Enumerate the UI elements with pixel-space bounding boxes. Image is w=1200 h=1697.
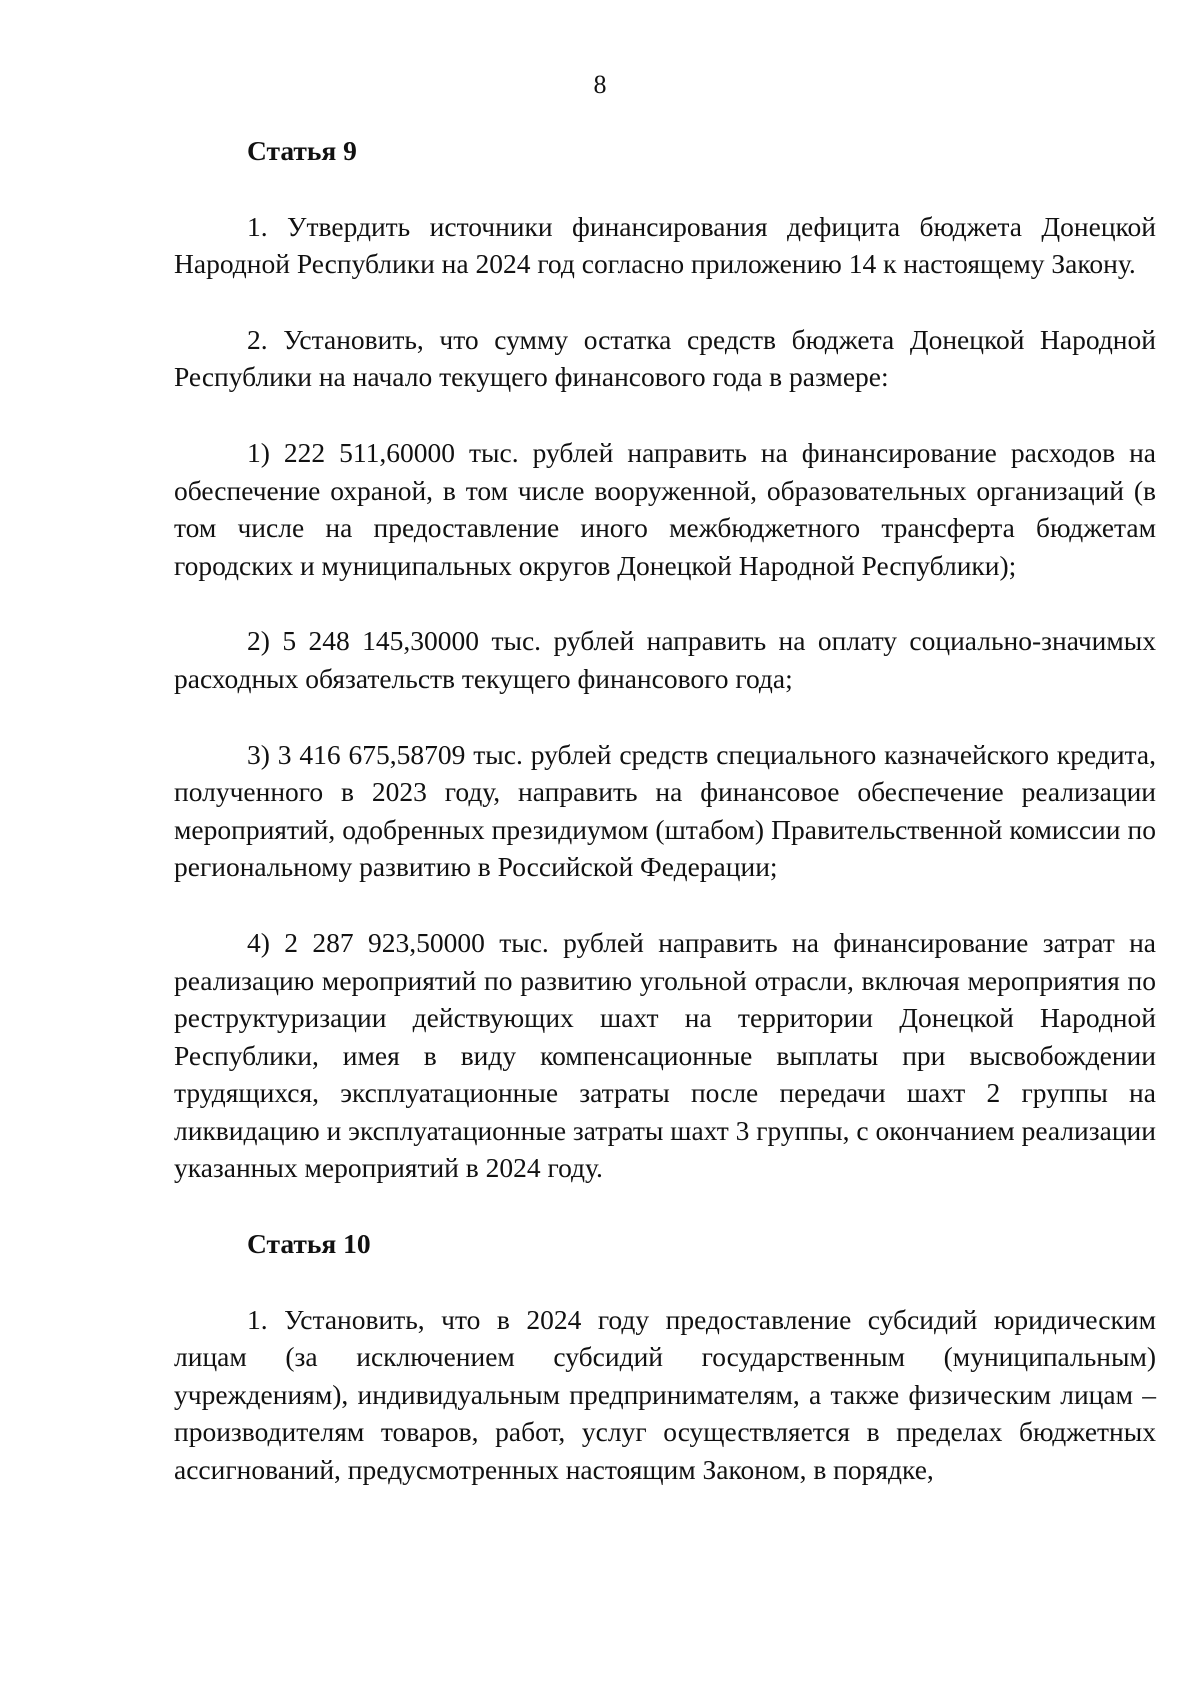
- article-9-paragraph-1: 1. Утвердить источники финансирования дефицита бюджета Донецкой Народной Республики на 2024 год согласно приложению 14 к настоящему Закону.: [174, 210, 1156, 280]
- article-9-item-2: 2) 5 248 145,30000 тыс. рублей направить на оплату социально-значимых расходных обязательств текущего финансового года;: [174, 625, 1156, 694]
- article-9-item-3: 3) 3 416 675,58709 тыс. рублей средств специального казначейского кредита, полученного в 2023 году, направить на финансовое обеспечение реализации мероприятий, одобренных президиумом (штабом) Правительственной комиссии по региональному развитию в Российской Федерации;: [174, 738, 1156, 883]
- article-9-item-1: 1) 222 511,60000 тыс. рублей направить на финансирование расходов на обеспечение охраной, в том числе вооруженной, образовательных организаций (в том числе на предоставление иного межбюджетного трансферта бюджетам городских и муниципальных округов Донецкой Народной Республики);: [174, 436, 1156, 581]
- article-9-paragraph-2: 2. Установить, что сумму остатка средств бюджета Донецкой Народной Республики на начало текущего финансового года в размере:: [174, 323, 1156, 393]
- document-body: [174, 120, 1156, 1489]
- article-10-paragraph-1: 1. Установить, что в 2024 году предоставление субсидий юридическим лицам (за исключением субсидий государственным (муниципальным) учреждениям), индивидуальным предпринимателям, а также физическим лицам – производителям товаров, работ, услуг осуществляется в пределах бюджетных ассигнований, предусмотренных настоящим Законом, в порядке,: [174, 1303, 1156, 1486]
- article-9-item-4: 4) 2 287 923,50000 тыс. рублей направить на финансирование затрат на реализацию мероприятий по развитию угольной отрасли, включая мероприятия по реструктуризации действующих шахт на территории Донецкой Народной Республики, имея в виду компенсационные выплаты при высвобождении трудящихся, эксплуатационные затраты после передачи шахт 2 группы на ликвидацию и эксплуатационные затраты шахт 3 группы, с окончанием реализации указанных мероприятий в 2024 году.: [174, 926, 1156, 1184]
- page-number: 8: [593, 70, 607, 99]
- article-10-heading: Статья 10: [247, 1228, 371, 1260]
- article-9-heading: Статья 9: [247, 135, 357, 166]
